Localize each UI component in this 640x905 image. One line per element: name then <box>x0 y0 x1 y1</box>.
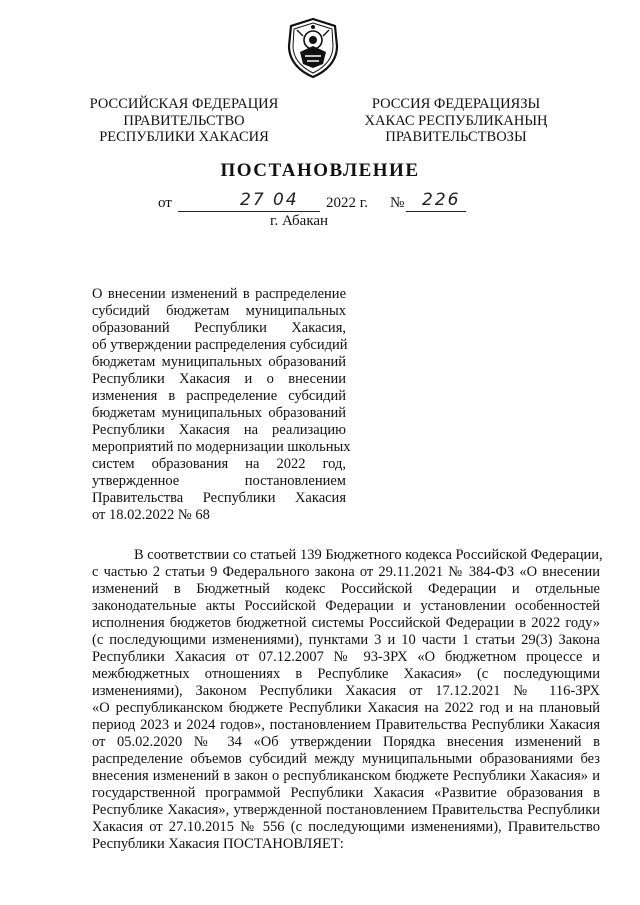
year-label: 2022 г. <box>326 195 368 211</box>
body-line: период 2023 и 2024 годов», постановлением Правительства Республики Хакасия <box>92 717 600 733</box>
number-underline <box>406 211 466 212</box>
subject-line: бюджетам муниципальных образований <box>92 405 346 421</box>
body-line: межбюджетных отношениях в Республике Хакасия» (с последующими <box>92 666 600 682</box>
subject-line: об утверждении распределения субсидий <box>92 337 348 353</box>
header-left-line: РОССИЙСКАЯ ФЕДЕРАЦИЯ <box>89 96 279 112</box>
body-line: от 05.02.2020 № 34 «Об утверждении Порядка внесения изменений в <box>92 734 600 750</box>
body-line: законодательные акты Российской Федерации и установлении особенностей <box>92 598 600 614</box>
subject-line: Республики Хакасия и о внесении <box>92 371 346 387</box>
header-left-block <box>54 96 314 146</box>
subject-line: систем образования на 2022 год, <box>92 456 346 472</box>
subject-line: мероприятий по модернизации школьных <box>92 439 351 455</box>
subject-line: изменения в распределение субсидий <box>92 388 346 404</box>
subject-line: образований Республики Хакасия, <box>92 320 346 336</box>
handwritten-date: 27 04 <box>240 190 299 210</box>
body-line: изменениями), Законом Республики Хакасия от 17.12.2021 № 116-ЗРХ <box>92 683 600 699</box>
body-line: распределение объемов субсидий между муниципальными образованиями без <box>92 751 600 767</box>
city-label: г. Абакан <box>270 213 329 229</box>
body-line: Республики Хакасия от 07.12.2007 № 93-ЗРХ «О бюджетном процессе и <box>92 649 600 665</box>
body-line: (с последующими изменениями), пунктами 3 и 10 части 1 статьи 29(3) Закона <box>92 632 600 648</box>
header-right-line: ХАКАС РЕСПУБЛИКАНЫҢ <box>364 112 548 129</box>
date-underline <box>178 211 320 212</box>
subject-line: от 18.02.2022 № 68 <box>92 507 210 523</box>
body-line: изменений в Бюджетный кодекс Российской Федерации и отдельные <box>92 581 600 597</box>
handwritten-number: 226 <box>422 190 461 210</box>
header-left-line: РЕСПУБЛИКИ ХАКАСИЯ <box>99 129 269 145</box>
body-paragraph <box>92 547 603 853</box>
subject-block <box>92 286 351 524</box>
header-right-line: ПРАВИТЕЛЬСТВОЗЫ <box>385 129 527 145</box>
body-line: Хакасия от 27.10.2015 № 556 (с последующими изменениями), Правительство <box>92 819 600 835</box>
subject-line: субсидий бюджетам муниципальных <box>92 303 346 319</box>
date-from-label: от <box>158 195 172 211</box>
header-right-line: РОССИЯ ФЕДЕРАЦИЯЗЫ <box>371 96 541 112</box>
header-left-line: ПРАВИТЕЛЬСТВО <box>123 112 245 129</box>
header-right-block <box>326 96 586 146</box>
body-line: В соответствии со статьей 139 Бюджетного кодекса Российской Федерации, <box>134 547 603 563</box>
subject-line: Республики Хакасия на реализацию <box>92 422 346 438</box>
body-line: внесения изменений в закон о республиканском бюджете Республики Хакасия» и <box>92 768 600 784</box>
subject-line: бюджетам муниципальных образований <box>92 354 346 370</box>
number-label: № <box>390 195 405 211</box>
body-line: государственной программой Республики Хакасия «Развитие образования в <box>92 785 600 801</box>
body-line: исполнения бюджетов бюджетной системы Российской Федерации в 2022 году» <box>92 615 600 631</box>
subject-line: Правительства Республики Хакасия <box>92 490 346 506</box>
subject-line: О внесении изменений в распределение <box>92 286 346 302</box>
coat-of-arms-emblem <box>283 16 343 80</box>
body-line: Республике Хакасия», утвержденной постановлением Правительства Республики <box>92 802 600 818</box>
subject-line: утвержденное постановлением <box>92 473 346 489</box>
body-line: Республики Хакасия ПОСТАНОВЛЯЕТ: <box>92 836 344 852</box>
document-title: ПОСТАНОВЛЕНИЕ <box>220 160 420 181</box>
body-line: с частью 2 статьи 9 Федерального закона от 29.11.2021 № 384-ФЗ «О внесении <box>92 564 600 580</box>
body-line: «О республиканском бюджете Республики Хакасия на 2022 год и на плановый <box>92 700 600 716</box>
